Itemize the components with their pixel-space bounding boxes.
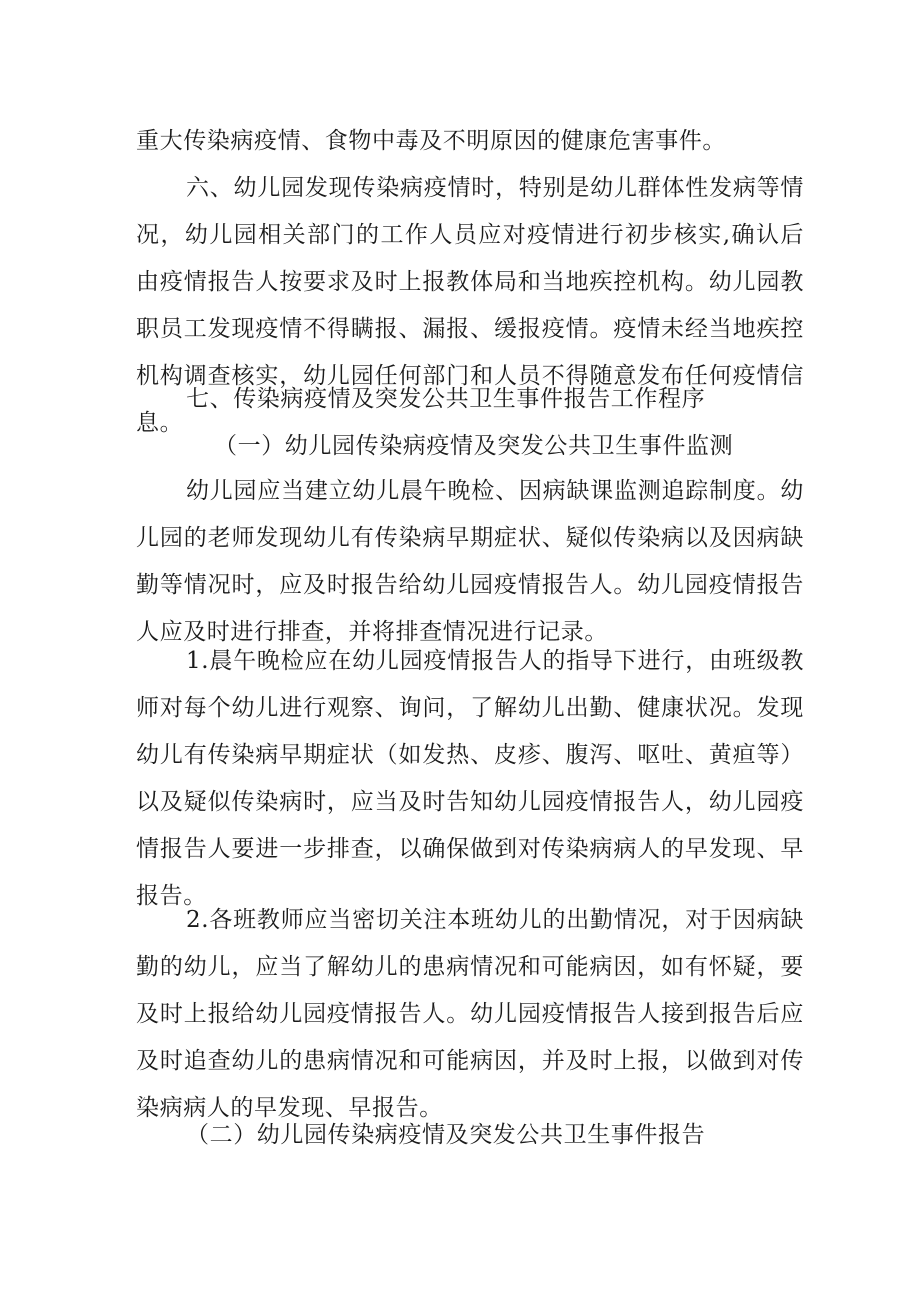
paragraph-section-six: 六、幼儿园发现传染病疫情时，特别是幼儿群体性发病等情况，幼儿园相关部门的工作人员应对疫情进行初步核实,确认后由疫情报告人按要求及时上报教体局和当地疾控机构。幼儿园教职员工发现疫情不得瞒报、漏报、缓报疫情。疫情未经当地疾控机构调查核实，幼儿园任何部门和人员不得随意发布任何疫情信息。	[136, 175, 804, 436]
heading-section-seven: 七、传染病疫情及突发公共卫生事件报告工作程序	[186, 386, 706, 412]
heading-subsection-two: （二）幼儿园传染病疫情及突发公共卫生事件报告	[186, 1122, 706, 1148]
paragraph-monitoring: 幼儿园应当建立幼儿晨午晚检、因病缺课监测追踪制度。幼儿园的老师发现幼儿有传染病早期症状、疑似传染病以及因病缺勤等情况时，应及时报告给幼儿园疫情报告人。幼儿园疫情报告人应及时进行排查，并将排查情况进行记录。	[136, 478, 804, 645]
paragraph-item-two: 2.各班教师应当密切关注本班幼儿的出勤情况，对于因病缺勤的幼儿，应当了解幼儿的患病情况和可能病因，如有怀疑，要及时上报给幼儿园疫情报告人。幼儿园疫情报告人接到报告后应及时追查幼儿的患病情况和可能病因，并及时上报，以做到对传染病病人的早发现、早报告。	[136, 907, 804, 1121]
paragraph-item-one: 1.晨午晚检应在幼儿园疫情报告人的指导下进行，由班级教师对每个幼儿进行观察、询问，了解幼儿出勤、健康状况。发现幼儿有传染病早期症状（如发热、皮疹、腹泻、呕吐、黄疸等）以及疑似传染病时，应当及时告知幼儿园疫情报告人，幼儿园疫情报告人要进一步排查，以确保做到对传染病病人的早发现、早报告。	[136, 648, 804, 909]
paragraph-continuation: 重大传染病疫情、食物中毒及不明原因的健康危害事件。	[136, 128, 726, 154]
heading-subsection-one: （一）幼儿园传染病疫情及突发公共卫生事件监测	[214, 433, 734, 459]
